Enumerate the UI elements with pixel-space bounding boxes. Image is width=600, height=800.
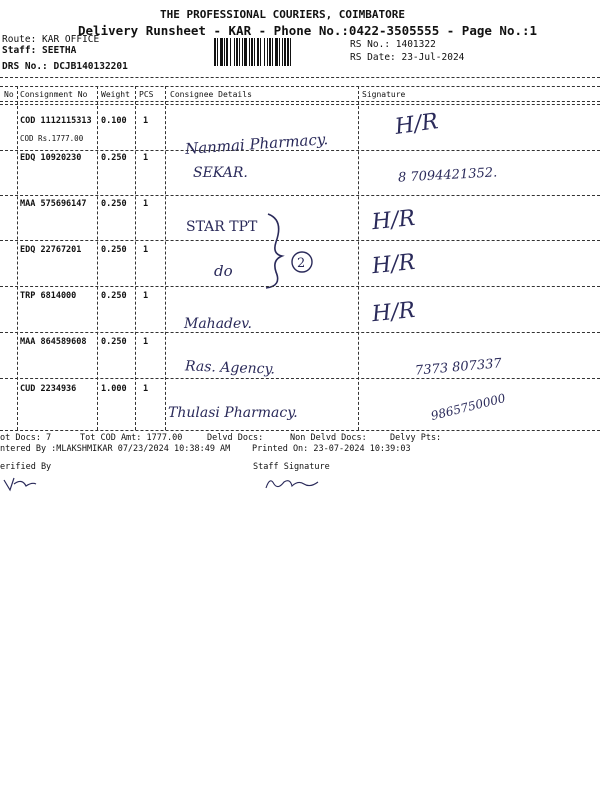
weight: 0.250	[101, 153, 127, 163]
handwritten-signature: H/R	[393, 109, 440, 140]
route-label: Route: KAR OFFICE	[2, 34, 100, 45]
handwritten-signature: H/R	[370, 249, 417, 280]
staff-signature-drawing	[262, 474, 322, 494]
weight: 0.250	[101, 337, 127, 347]
row-divider	[0, 150, 600, 151]
handwritten-signature: 8 7094421352.	[397, 165, 498, 186]
table-bottom-rule	[0, 430, 600, 431]
rs-number: RS No.: 1401322	[350, 39, 436, 50]
table-header-bottom-rule-2	[0, 104, 600, 105]
pieces: 1	[143, 153, 149, 163]
consignment-number: EDQ 22767201	[20, 245, 82, 255]
handwritten-signature: H/R	[370, 297, 417, 328]
row-divider	[0, 332, 600, 333]
consignment-number: COD 1112115313	[20, 116, 92, 126]
pieces: 1	[143, 245, 149, 255]
staff-signature-label: Staff Signature	[253, 462, 330, 472]
row-divider	[0, 378, 600, 379]
consignment-number: EDQ 10920230	[20, 153, 82, 163]
printed-on: Printed On: 23-07-2024 10:39:03	[252, 444, 411, 454]
pieces: 1	[143, 384, 149, 394]
verified-by-label: erified By	[0, 462, 52, 472]
weight: 0.250	[101, 199, 127, 209]
verifier-signature-drawing	[2, 474, 38, 494]
weight: 0.250	[101, 291, 127, 301]
row-divider	[0, 195, 600, 196]
pieces: 1	[143, 116, 149, 126]
barcode	[214, 38, 342, 66]
row-divider	[0, 286, 600, 287]
handwritten-consignee: Nanmai Pharmacy.	[184, 130, 329, 158]
handwritten-consignee: SEKAR.	[193, 165, 248, 181]
weight: 0.100	[101, 116, 127, 126]
handwritten-consignee: Ras. Agency.	[184, 358, 276, 378]
col-header-no: No	[4, 90, 14, 99]
col-header-consignee: Consignee Details	[170, 90, 252, 99]
handwritten-bracket-mark	[262, 210, 322, 290]
handwritten-consignee: do	[214, 262, 233, 280]
pieces: 1	[143, 199, 149, 209]
consignment-number: MAA 575696147	[20, 199, 87, 209]
consignment-number: TRP 6814000	[20, 291, 77, 301]
runsheet-title: Delivery Runsheet - KAR - Phone No.:0422-3505555 - Page No.:1	[78, 23, 538, 38]
consignment-number: CUD 2234936	[20, 384, 77, 394]
handwritten-consignee: Thulasi Pharmacy.	[168, 405, 298, 421]
col-header-consignment: Consignment No	[20, 90, 88, 99]
handwritten-consignee: STAR TPT	[186, 219, 258, 235]
svg-text:2: 2	[297, 256, 306, 271]
pieces: 1	[143, 337, 149, 347]
total-docs: ot Docs: 7	[0, 433, 52, 443]
col-header-pcs: PCS	[139, 90, 154, 99]
staff-label: Staff: SEETHA	[2, 45, 77, 56]
handwritten-consignee: Mahadev.	[184, 316, 252, 332]
col-header-signature: Signature	[362, 90, 406, 99]
drs-number: DRS No.: DCJB140132201	[2, 61, 128, 72]
rs-date: RS Date: 23-Jul-2024	[350, 52, 465, 63]
company-name: THE PROFESSIONAL COURIERS, COIMBATORE	[160, 8, 406, 21]
non-delivered-docs: Non Delvd Docs:	[290, 433, 367, 443]
entered-by: ntered By :MLAKSHMIKAR 07/23/2024 10:38:49 AM	[0, 444, 231, 454]
weight: 0.250	[101, 245, 127, 255]
delivered-docs: Delvd Docs:	[207, 433, 264, 443]
delivery-points: Delvy Pts:	[390, 433, 442, 443]
total-cod-amount: Tot COD Amt: 1777.00	[80, 433, 183, 443]
handwritten-signature: H/R	[370, 205, 417, 236]
table-top-rule	[0, 77, 600, 78]
consignment-number: MAA 864589608	[20, 337, 87, 347]
handwritten-signature: 9865750000	[429, 390, 507, 424]
pieces: 1	[143, 291, 149, 301]
handwritten-signature: 7373 807337	[414, 356, 503, 379]
table-header-bottom-rule	[0, 101, 600, 102]
weight: 1.000	[101, 384, 127, 394]
col-header-weight: Weight	[101, 90, 130, 99]
cod-amount: COD Rs.1777.00	[20, 134, 84, 143]
table-header-top-rule	[0, 86, 600, 87]
